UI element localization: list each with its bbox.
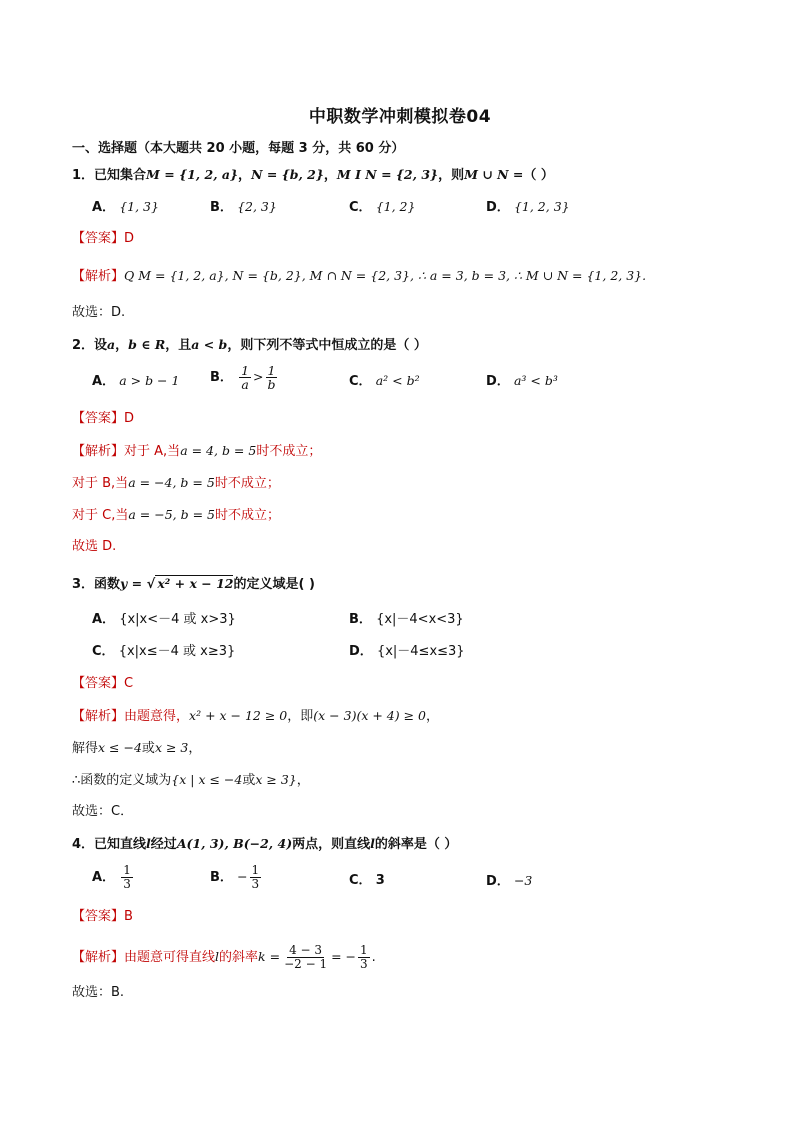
q2-stem-text: 2．设 xyxy=(72,338,108,353)
denominator: 3 xyxy=(123,877,131,891)
analysis-text: ，即 xyxy=(287,709,314,724)
analysis-text: ， xyxy=(296,773,310,788)
analysis-tag: 【解析】 xyxy=(72,950,125,965)
analysis-text: 对于 B,当 xyxy=(72,476,129,491)
q3-option-d xyxy=(349,643,465,661)
option-label: B． xyxy=(349,612,372,627)
analysis-math: x² + x − 12 ≥ 0 xyxy=(189,708,288,723)
answer-value: D xyxy=(124,411,135,426)
q4-option-a xyxy=(92,864,135,891)
q2-condition: a < b xyxy=(191,337,228,352)
analysis-math: a = 4, b = 5 xyxy=(180,443,257,458)
analysis-tag: 【解析】 xyxy=(72,269,125,284)
analysis-tag: 【解析】 xyxy=(72,709,125,724)
denominator: b xyxy=(267,377,276,392)
section-heading: 一、选择题（本大题共 20 小题，每题 3 分，共 60 分） xyxy=(72,141,405,156)
analysis-math: x ≥ 3} xyxy=(255,772,297,787)
fraction xyxy=(239,364,251,391)
numerator: 1 xyxy=(241,363,250,378)
q1-sep2: ， xyxy=(323,168,337,183)
q3-option-a xyxy=(92,611,236,629)
option-label: D． xyxy=(486,200,510,215)
option-label: B． xyxy=(210,370,233,385)
option-label: C． xyxy=(349,200,372,215)
analysis-text: 时不成立； xyxy=(214,508,280,523)
q4-line-l: l xyxy=(370,836,375,851)
option-value: −3 xyxy=(513,873,533,888)
analysis-math: k = xyxy=(258,949,281,964)
q2-option-a xyxy=(92,372,179,391)
q1-option-b xyxy=(210,198,277,217)
analysis-text: 由题意可得直线 xyxy=(124,950,216,965)
fraction xyxy=(121,864,133,891)
q2-var-a: a xyxy=(107,337,116,352)
option-value: {1, 2, 3} xyxy=(513,199,570,214)
answer-tag: 【答案】 xyxy=(72,909,125,924)
q2-answer xyxy=(72,410,134,428)
analysis-text: 由题意得， xyxy=(124,709,190,724)
option-label: C． xyxy=(92,644,115,659)
option-label: A． xyxy=(92,612,116,627)
q4-stem-text: 4．已知直线 xyxy=(72,837,147,852)
q3-option-c xyxy=(92,643,235,661)
q4-stem-text-4: 的斜率是（ ） xyxy=(374,837,458,852)
option-label: D． xyxy=(486,374,510,389)
analysis-text: . xyxy=(371,950,376,965)
q3-stem-text-2: 的定义域是( ) xyxy=(233,577,315,592)
q2-option-b xyxy=(210,364,280,391)
page-title: 中职数学冲刺模拟卷04 xyxy=(308,107,492,127)
option-label: C． xyxy=(349,873,372,888)
numerator: 1 xyxy=(123,863,131,877)
analysis-tag: 【解析】 xyxy=(72,444,125,459)
fraction xyxy=(358,944,370,971)
analysis-math: = − xyxy=(331,949,357,964)
option-value: {x|x≤－4 或 x≥3} xyxy=(118,644,236,659)
q2-analysis-3 xyxy=(72,506,280,525)
q3-option-b xyxy=(349,611,464,629)
q1-sep: ， xyxy=(238,168,252,183)
denominator: −2 − 1 xyxy=(284,957,328,971)
answer-value: C xyxy=(124,676,134,691)
analysis-math: a = −4, b = 5 xyxy=(128,475,215,490)
q4-analysis xyxy=(72,944,376,971)
option-value: {1, 3} xyxy=(119,199,159,214)
option-label: A． xyxy=(92,870,116,885)
answer-value: D xyxy=(124,231,135,246)
answer-tag: 【答案】 xyxy=(72,411,125,426)
answer-value: B xyxy=(124,909,133,924)
q1-intersection: M I N = {2, 3} xyxy=(336,167,439,182)
option-value: {x|－4≤x≤3} xyxy=(376,644,465,659)
numerator: 4 − 3 xyxy=(289,943,323,957)
q1-conclusion: 故选：D. xyxy=(72,305,126,320)
numerator: 1 xyxy=(360,943,368,957)
q4-conclusion: 故选：B. xyxy=(72,985,125,1000)
answer-tag: 【答案】 xyxy=(72,231,125,246)
q4-option-d xyxy=(486,872,532,891)
answer-tag: 【答案】 xyxy=(72,676,125,691)
q2-option-d xyxy=(486,372,558,391)
q2-var-b: b ∈ R xyxy=(128,337,166,352)
numerator: 1 xyxy=(251,863,260,877)
q1-set-n: N = {b, 2} xyxy=(251,167,324,182)
q3-radicand: x² + x − 12 xyxy=(157,576,234,591)
q4-points: A(1, 3), B(−2, 4) xyxy=(176,836,293,851)
question-3-stem: 3．函数y = √ x² + x − 12的定义域是( ) xyxy=(72,576,315,592)
denominator: 3 xyxy=(251,877,260,891)
option-value: a² < b² xyxy=(375,373,420,388)
fraction xyxy=(282,944,329,971)
q4-option-c xyxy=(349,872,385,890)
option-label: B． xyxy=(210,870,233,885)
denominator: a xyxy=(241,377,249,392)
q1-stem-text: 1．已知集合 xyxy=(72,168,147,183)
q3-analysis-3 xyxy=(72,771,310,790)
sign: − xyxy=(237,869,248,884)
analysis-math: x ≥ 3 xyxy=(154,740,189,755)
option-value: {x|－4<x<3} xyxy=(376,612,464,627)
fraction xyxy=(250,864,262,891)
analysis-math: a = −5, b = 5 xyxy=(128,507,215,522)
analysis-text: ， xyxy=(426,709,440,724)
q4-answer xyxy=(72,908,133,926)
q3-conclusion: 故选：C． xyxy=(72,804,134,819)
option-value: a³ < b³ xyxy=(513,373,558,388)
q2-stem-text-2: ，且 xyxy=(165,338,192,353)
q1-blank: （ ） xyxy=(523,168,554,183)
q3-analysis-1 xyxy=(72,707,439,726)
q1-answer xyxy=(72,230,134,248)
option-value: a > b − 1 xyxy=(119,373,180,388)
q4-option-b xyxy=(210,864,263,891)
q1-analysis xyxy=(72,267,646,286)
q2-sep: ， xyxy=(115,338,129,353)
analysis-text: 对于 C,当 xyxy=(72,508,129,523)
q2-stem-text-3: ，则下列不等式中恒成立的是（ ） xyxy=(227,338,427,353)
analysis-text: 解得 xyxy=(72,741,99,756)
analysis-text: 时不成立； xyxy=(214,476,280,491)
question-4-stem xyxy=(72,835,457,854)
question-2-stem xyxy=(72,336,427,355)
option-label: D． xyxy=(486,874,510,889)
fraction xyxy=(266,364,278,391)
q1-union: M ∪ N = xyxy=(464,167,524,182)
numerator: 1 xyxy=(267,363,276,378)
analysis-math: (x − 3)(x + 4) ≥ 0 xyxy=(313,708,427,723)
question-1-stem xyxy=(72,166,554,185)
q3-analysis-2 xyxy=(72,739,201,758)
q3-y: y = xyxy=(120,576,143,591)
analysis-text: 或 xyxy=(141,741,155,756)
q1-option-a xyxy=(92,198,159,217)
operator: > xyxy=(253,369,264,384)
q1-set-m: M = {1, 2, a} xyxy=(146,167,239,182)
analysis-math: x ≤ −4 xyxy=(98,740,142,755)
analysis-text: 的斜率 xyxy=(219,950,259,965)
analysis-text: 时不成立； xyxy=(256,444,322,459)
q2-conclusion: 故选 D. xyxy=(72,539,117,554)
analysis-text: 或 xyxy=(242,773,256,788)
analysis-text: 对于 A,当 xyxy=(124,444,181,459)
denominator: 3 xyxy=(360,957,368,971)
q1-option-d xyxy=(486,198,570,217)
q2-option-c xyxy=(349,372,420,391)
q4-stem-text-2: 经过 xyxy=(150,837,177,852)
analysis-math: {x | x ≤ −4 xyxy=(171,772,243,787)
analysis-text: ∴函数的定义域为 xyxy=(72,773,172,788)
option-label: A． xyxy=(92,374,116,389)
option-value: 3 xyxy=(375,873,385,888)
analysis-text: Q M = {1, 2, a}, N = {b, 2}, M ∩ N = {2, 3}, ∴ a = 3, b = 3, ∴ M ∪ N = {1, 2, 3}. xyxy=(124,268,647,283)
q3-stem-text: 3．函数 xyxy=(72,577,121,592)
option-value: {x|x<－4 或 x>3} xyxy=(119,612,236,627)
q2-analysis-1 xyxy=(72,442,321,461)
analysis-text: ， xyxy=(188,741,202,756)
option-value: {1, 2} xyxy=(375,199,416,214)
q4-stem-text-3: 两点，则直线 xyxy=(292,837,371,852)
q3-answer xyxy=(72,675,133,693)
q1-option-c xyxy=(349,198,415,217)
q2-analysis-2 xyxy=(72,474,280,493)
option-value: {2, 3} xyxy=(237,199,277,214)
analysis-math: l xyxy=(215,949,220,964)
q1-stem-text-2: ，则 xyxy=(438,168,465,183)
option-label: D． xyxy=(349,644,373,659)
option-label: B． xyxy=(210,200,233,215)
q4-line-l: l xyxy=(146,836,151,851)
option-label: C． xyxy=(349,374,372,389)
option-label: A． xyxy=(92,200,116,215)
